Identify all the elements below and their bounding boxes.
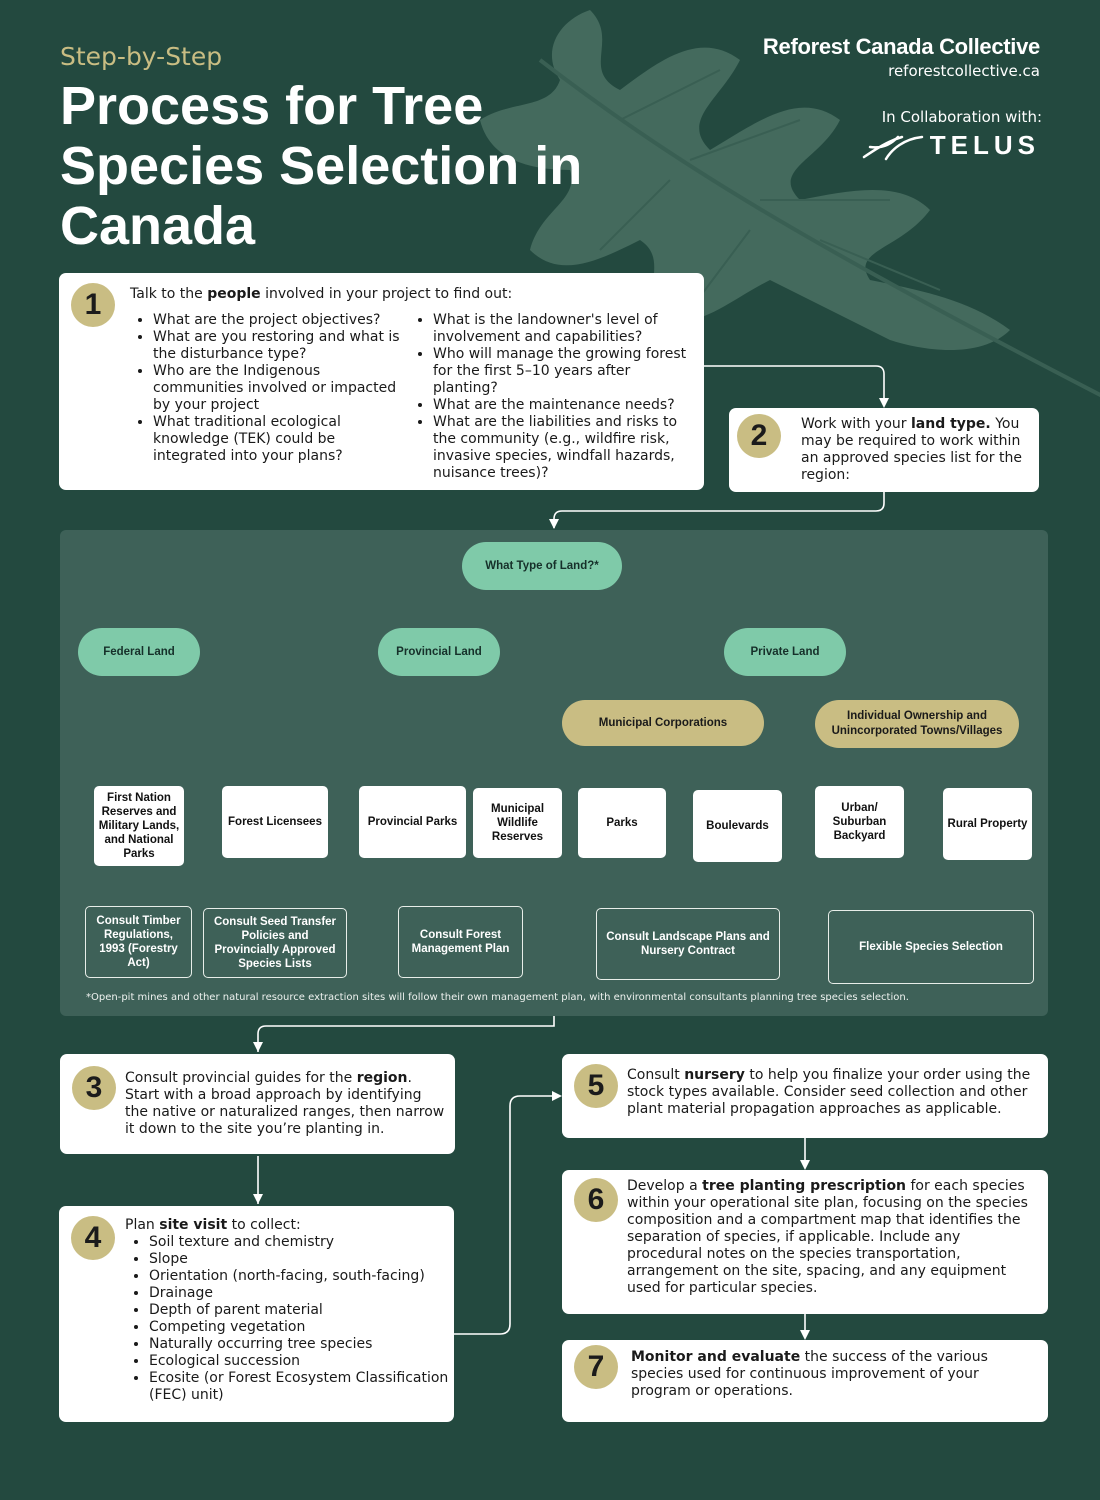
list-item: • What are the liabilities and risks to the community (e.g., wildfire risk, invasive species, windfall hazards, nuisance trees)? <box>433 414 693 482</box>
step-6-number: 6 <box>574 1178 618 1222</box>
step-2-number: 2 <box>737 414 781 458</box>
eyebrow: Step-by-Step <box>60 42 223 71</box>
step-1-questions-right <box>413 312 693 482</box>
forest-plan-outcome: Consult Forest Management Plan <box>398 906 523 978</box>
step-5-text: Consult nursery to help you finalize your order using the stock types available. Consider seed collection and other plant material propagation approaches as applicable. <box>627 1067 1031 1117</box>
list-item: • Drainage <box>149 1285 449 1302</box>
footnote: *Open-pit mines and other natural resource extraction sites will follow their own management plan, with environmental consultants planning tree species selection. <box>86 992 909 1003</box>
step-7-number: 7 <box>574 1345 618 1389</box>
org-name: Reforest Canada Collective <box>762 34 1040 59</box>
provincial-land-node: Provincial Land <box>378 628 500 676</box>
boulevards-node: Boulevards <box>693 790 782 862</box>
list-item: • What are the maintenance needs? <box>433 397 693 414</box>
list-item: • Orientation (north-facing, south-facing) <box>149 1268 449 1285</box>
landscape-plan-outcome: Consult Landscape Plans and Nursery Contract <box>596 908 780 980</box>
list-item: • What are the project objectives? <box>153 312 401 329</box>
step-1-intro: Talk to the people involved in your project to find out: <box>130 286 513 302</box>
forest-licensees-node: Forest Licensees <box>222 786 328 858</box>
list-item: • Depth of parent material <box>149 1302 449 1319</box>
step-1-questions-left <box>133 312 401 465</box>
flexible-selection-outcome: Flexible Species Selection <box>828 910 1034 984</box>
step-4-intro: Plan site visit to collect: <box>125 1217 301 1233</box>
list-item: • Competing vegetation <box>149 1319 449 1336</box>
list-item: • Who will manage the growing forest for the first 5–10 years after planting? <box>433 346 693 397</box>
list-item: • Slope <box>149 1251 449 1268</box>
list-item: • Who are the Indigenous communities involved or impacted by your project <box>153 363 401 414</box>
list-item: • Soil texture and chemistry <box>149 1234 449 1251</box>
collab-label: In Collaboration with: <box>881 108 1042 126</box>
municipal-wildlife-node: Municipal Wildlife Reserves <box>473 788 562 858</box>
step-1-card <box>59 273 704 490</box>
step-7-card <box>562 1340 1048 1422</box>
list-item: • Naturally occurring tree species <box>149 1336 449 1353</box>
private-land-node: Private Land <box>724 628 846 676</box>
parks-node: Parks <box>578 788 666 858</box>
page-title: Process for Tree Species Selection in Canada <box>60 76 583 256</box>
rural-property-node: Rural Property <box>943 788 1032 860</box>
step-1-number: 1 <box>71 283 115 327</box>
federal-land-node: Federal Land <box>78 628 200 676</box>
step-3-number: 3 <box>72 1066 116 1110</box>
first-nation-node: First Nation Reserves and Military Lands, and National Parks <box>94 786 184 866</box>
seed-transfer-outcome: Consult Seed Transfer Policies and Provincially Approved Species Lists <box>203 908 347 978</box>
provincial-parks-node: Provincial Parks <box>359 786 466 858</box>
step-4-number: 4 <box>71 1216 115 1260</box>
step-5-number: 5 <box>574 1064 618 1108</box>
list-item: • What is the landowner's level of involvement and capabilities? <box>433 312 693 346</box>
org-url[interactable]: reforestcollective.ca <box>888 62 1040 80</box>
step-5-card <box>562 1054 1048 1138</box>
partner-name: TELUS <box>929 130 1040 160</box>
step-2-card <box>729 408 1039 492</box>
step-4-card <box>59 1206 454 1422</box>
step-6-card <box>562 1170 1048 1314</box>
step-3-card <box>60 1054 455 1154</box>
individual-node: Individual Ownership and Unincorporated Towns/Villages <box>815 700 1019 748</box>
root-node: What Type of Land?* <box>462 542 622 590</box>
step-7-text: Monitor and evaluate the success of the various species used for continuous improvement of your program or operations. <box>631 1349 988 1399</box>
list-item: • Ecosite (or Forest Ecosystem Classification (FEC) unit) <box>149 1370 449 1404</box>
step-4-list <box>129 1234 449 1404</box>
timber-outcome: Consult Timber Regulations, 1993 (Forestry Act) <box>85 906 192 978</box>
list-item: • Ecological succession <box>149 1353 449 1370</box>
list-item: • What are you restoring and what is the disturbance type? <box>153 329 401 363</box>
municipal-node: Municipal Corporations <box>562 700 764 746</box>
step-6-text: Develop a tree planting prescription for each species within your operational site plan, focusing on the species composition and a compartment map that identifies the separation of species, if applicable. Include any procedural notes on the species transportation, arrangement on the site, spacing, and any equipment used for particular species. <box>627 1178 1028 1296</box>
urban-backyard-node: Urban/ Suburban Backyard <box>815 786 904 858</box>
step-3-text: Consult provincial guides for the region. Start with a broad approach by identifying the native or naturalized ranges, then narrow it down to the site you’re planting in. <box>125 1070 445 1137</box>
step-2-text: Work with your land type. You may be required to work within an approved species list for the region: <box>801 416 1022 483</box>
list-item: • What traditional ecological knowledge (TEK) could be integrated into your plans? <box>153 414 401 465</box>
